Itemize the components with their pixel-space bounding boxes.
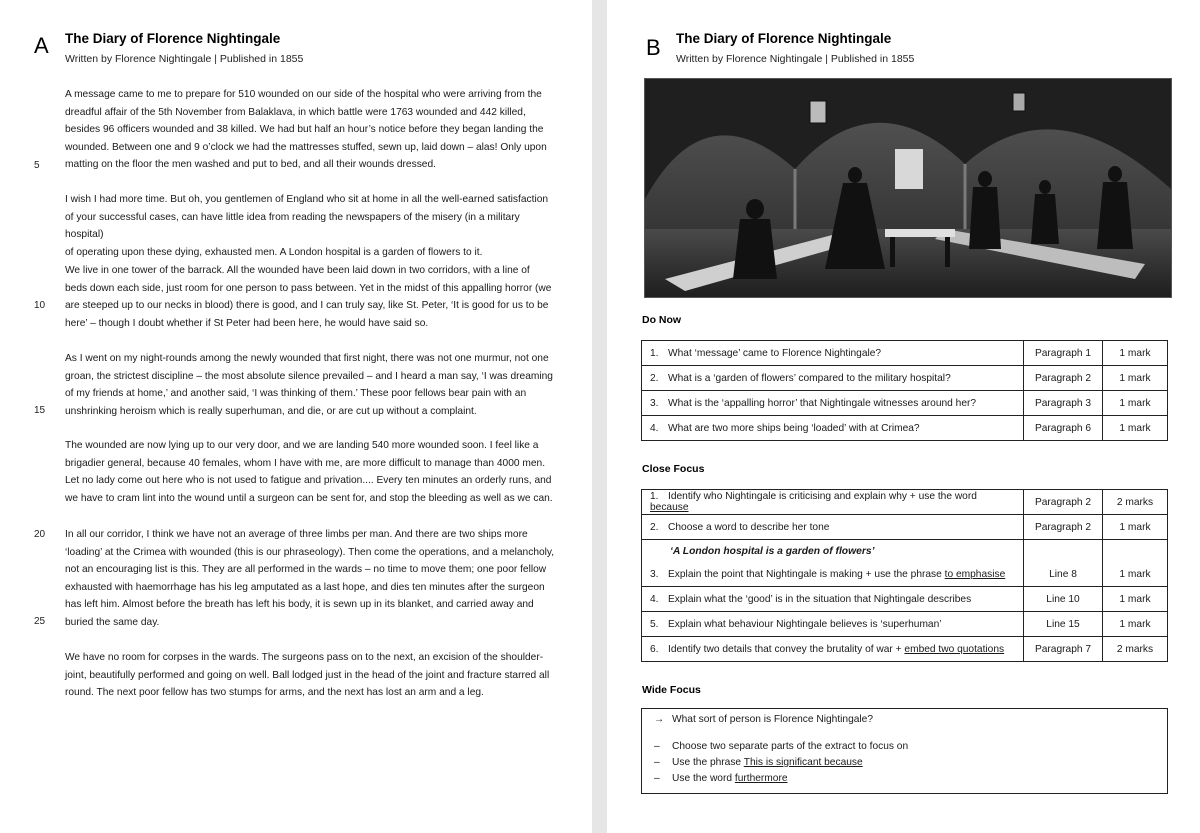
reference-cell: Line 8: [1024, 562, 1103, 587]
wide-focus-tip: – Choose two separate parts of the extract to focus on: [654, 741, 909, 752]
quote-cell: [642, 540, 1024, 563]
marks-cell: 1 mark: [1103, 587, 1168, 612]
text-line: buried the same day.: [65, 616, 160, 628]
text-line: ‘loading’ at the Crimea with wounded (this is our phraseology). Then come the operations, and a melancholy,: [65, 546, 555, 558]
text-line: We live in one tower of the barrack. All the wounded have been laid down in two corridors, with a line of: [65, 265, 530, 276]
text-line: not an encouraging list is this. They are all performed in the wards – no time to move them; one poor fellow: [65, 564, 547, 575]
question-cell: 5. Explain what behaviour Nightingale believes is ‘superhuman’: [642, 612, 1024, 637]
question-cell: 2. Choose a word to describe her tone: [642, 515, 1024, 540]
text-line: brigadier general, because 40 females, whom I have with me, are more difficult to manage than 4000 men.: [65, 457, 546, 469]
text-line: In all our corridor, I think we have not an average of three limbs per man. And there are two ships more: [65, 529, 528, 540]
question-cell: 3. What is the ‘appalling horror’ that Nightingale witnesses around her?: [642, 391, 1024, 416]
table-row: [642, 540, 1168, 563]
paragraph-5: [65, 437, 555, 507]
table-row: [642, 391, 1168, 416]
question-cell: 2. What is a ‘garden of flowers’ compared to the military hospital?: [642, 366, 1024, 391]
hospital-ward-illustration: [644, 78, 1172, 298]
text-line: joint, beautifully performed and going on well. Ball lodged just in the head of the joint and fracture starred all: [65, 669, 550, 681]
text-line: Let no lady come out here who is not used to fatigue and privation.... Every ten minutes an orderly runs, and: [65, 475, 552, 486]
document-title: The Diary of Florence Nightingale: [65, 31, 281, 46]
text-line: exhausted with haemorrhage has his leg amputated as a last hope, and dies ten minutes after the surgeon: [65, 581, 545, 593]
reference-cell: Paragraph 1: [1024, 341, 1103, 366]
table-row: [642, 515, 1168, 540]
marks-cell: [1103, 540, 1168, 563]
close-focus-heading: Close Focus: [642, 463, 705, 475]
line-number-20: 20: [34, 529, 46, 540]
question-cell: 6. Identify two details that convey the brutality of war + embed two quotations: [642, 637, 1024, 662]
text-line: of your successful cases, can have little idea from reading the newspapers of the misery (in a military hospital): [65, 211, 520, 240]
wide-focus-question: → What sort of person is Florence Nightingale?: [654, 714, 874, 725]
text-line: groan, the strictest discipline – the most absolute silence prevailed – and I heard a man say, ‘I was dreaming: [65, 370, 553, 382]
table-row: [642, 562, 1168, 587]
text-line: round. The next poor fellow has two stumps for arms, and the next has lost an arm and a leg.: [65, 687, 484, 698]
line-number-10: 10: [34, 300, 46, 311]
line-number-5: 5: [34, 160, 40, 171]
paragraph-4: [65, 350, 555, 420]
text-line: here’ – though I doubt whether if St Peter had been here, he would have said so.: [65, 317, 429, 329]
question-cell: 1. What ‘message’ came to Florence Nightingale?: [642, 341, 1024, 366]
wide-focus-tip: – Use the phrase This is significant because: [654, 757, 863, 768]
page-letter-a: A: [34, 33, 49, 58]
marks-cell: 2 marks: [1103, 490, 1168, 515]
marks-cell: 1 mark: [1103, 515, 1168, 540]
wide-focus-box: [641, 708, 1168, 794]
paragraph-2: [65, 191, 555, 261]
line-number-25: 25: [34, 616, 46, 627]
wide-focus-heading: Wide Focus: [642, 684, 701, 696]
do-now-heading: Do Now: [642, 314, 682, 326]
page-a: [0, 0, 592, 833]
table-row: [642, 637, 1168, 662]
paragraph-7: [65, 649, 555, 702]
question-cell: 3. Explain the point that Nightingale is making + use the phrase to emphasise: [642, 562, 1024, 587]
table-row: [642, 612, 1168, 637]
close-focus-table: [641, 489, 1168, 662]
text-line: are steeped up to our necks in blood) there is good, and I can truly say, like St. Peter, ‘It is good for us to be: [65, 300, 549, 311]
text-line: A message came to me to prepare for 510 wounded on our side of the hospital who were arriving from the: [65, 89, 542, 100]
marks-cell: 1 mark: [1103, 391, 1168, 416]
reference-cell: Paragraph 2: [1024, 515, 1103, 540]
document-title-b: The Diary of Florence Nightingale: [676, 31, 892, 46]
table-row: [642, 341, 1168, 366]
table-row: [642, 416, 1168, 441]
marks-cell: 1 mark: [1103, 366, 1168, 391]
do-now-table: [641, 340, 1168, 441]
wide-focus-tip: – Use the word furthermore: [654, 773, 788, 784]
text-line: We have no room for corpses in the wards. The surgeons pass on to the next, an excision of the shoulder-: [65, 652, 544, 663]
text-line: of operating upon these dying, exhausted men. A London hospital is a garden of flowers to it.: [65, 246, 483, 258]
text-line: besides 96 officers wounded and 38 killed. We had but half an hour’s notice before they began landing the: [65, 124, 544, 135]
line-number-15: 15: [34, 405, 46, 416]
question-cell: 4. Explain what the ‘good’ is in the situation that Nightingale describes: [642, 587, 1024, 612]
reference-cell: Line 10: [1024, 587, 1103, 612]
marks-cell: 1 mark: [1103, 416, 1168, 441]
document-subtitle: Written by Florence Nightingale | Published in 1855: [65, 53, 304, 65]
arrow-right-icon: →: [654, 714, 665, 725]
reference-cell: Paragraph 3: [1024, 391, 1103, 416]
text-line: beds down each side, just room for one person to pass between. Yet in the midst of this appalling horror (we: [65, 282, 552, 294]
text-line: of my friends at home,’ and another said, ‘I was thinking of them.’ These poor fellows bear pain with an: [65, 388, 527, 399]
paragraph-1: [65, 86, 555, 174]
quote-text: ‘A London hospital is a garden of flowers’: [670, 545, 875, 557]
table-row: [642, 490, 1168, 515]
text-line: wounded. Between one and 9 o’clock we had the mattresses stuffed, sewn up, laid down – alas! Only upon: [65, 141, 547, 153]
marks-cell: 2 marks: [1103, 637, 1168, 662]
reference-cell: Paragraph 2: [1024, 490, 1103, 515]
text-line: dreadful affair of the 5th November from Balaklava, in which battle were 1763 wounded and 442 killed,: [65, 106, 526, 118]
document-subtitle-b: Written by Florence Nightingale | Published in 1855: [676, 53, 915, 65]
text-line: The wounded are now lying up to our very door, and we are landing 540 more wounded soon. I feel like a: [65, 440, 539, 451]
text-line: has left him. Almost before the breath has left his body, it is sewn up in its blanket, and carried away and: [65, 599, 534, 610]
text-line: matting on the floor the men washed and put to bed, and all their wounds dressed.: [65, 159, 436, 170]
marks-cell: 1 mark: [1103, 341, 1168, 366]
text-line: unshrinking heroism which is really superhuman, and die, or are cut up without a complaint.: [65, 405, 477, 417]
reference-cell: Paragraph 7: [1024, 637, 1103, 662]
marks-cell: 1 mark: [1103, 562, 1168, 587]
marks-cell: 1 mark: [1103, 612, 1168, 637]
page-letter-b: B: [646, 35, 661, 60]
question-cell: 4. What are two more ships being ‘loaded’ with at Crimea?: [642, 416, 1024, 441]
text-line: we have to cram lint into the wound until a surgeon can be sent for, and stop the bleeding as well as we can.: [65, 492, 553, 504]
page-gutter: [592, 0, 607, 833]
question-cell: 1. Identify who Nightingale is criticising and explain why + use the word because: [642, 490, 1024, 515]
text-line: As I went on my night-rounds among the newly wounded that first night, there was not one murmur, not one: [65, 353, 549, 364]
reference-cell: Paragraph 6: [1024, 416, 1103, 441]
paragraph-6: [65, 526, 555, 631]
reference-cell: Paragraph 2: [1024, 366, 1103, 391]
reference-cell: [1024, 540, 1103, 563]
table-row: [642, 366, 1168, 391]
table-row: [642, 587, 1168, 612]
reference-cell: Line 15: [1024, 612, 1103, 637]
text-line: I wish I had more time. But oh, you gentlemen of England who sit at home in all the well-earned satisfaction: [65, 194, 549, 205]
paragraph-3: [65, 262, 555, 332]
